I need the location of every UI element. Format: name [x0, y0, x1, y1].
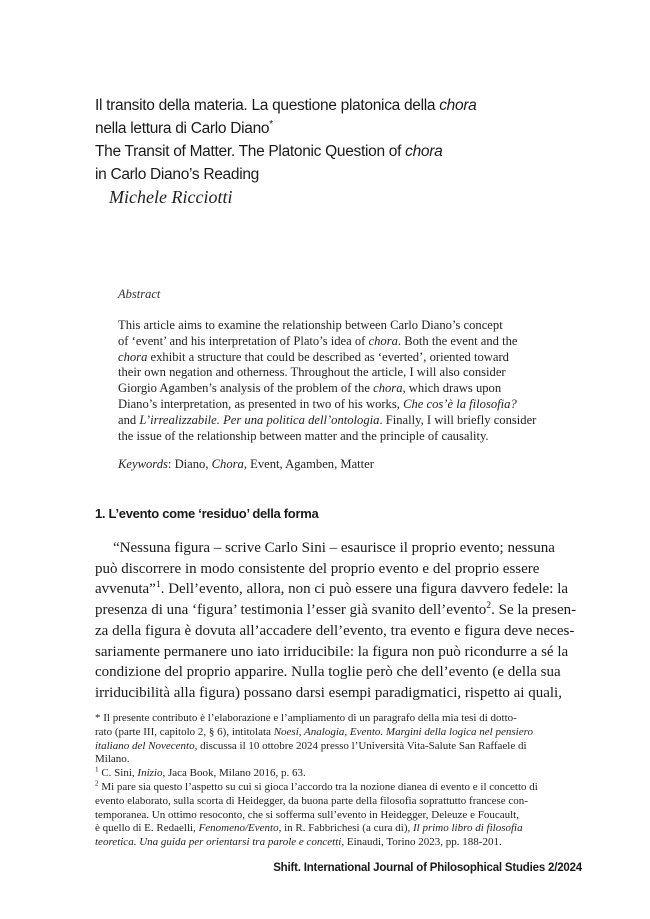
footnote-1: $^1$ C. Sini, Inizio, Jaca Book, Milano 2016, p. 63. [95, 765, 306, 780]
body-paragraph: “Nessuna figura – scrive Carlo Sini – esaurisce il proprio evento; nessuna può discorrere in modo consistente del proprio evento e del proprio essere avvenuta”$^1$. Dell’evento, allora, non ci può essere una figura davvero fedele: la presenza di una ‘figura’ testimonia l’esser già svanito dell’evento$^2$. Se la presen- za della figura è dovuta all’accadere dell’evento, tra evento e figura deve neces- sariamente permanere uno iato irriducibile: la figura non può ricondurre a sé la condizione del proprio apparire. Nulla toglie però che dell’evento (e della sua irriducibilità alla figura) possano darsi esempi paradigmatici, rispetto ai quali, [95, 540, 577, 701]
footnote-ref-2[interactable]: 2 [486, 600, 492, 612]
footnote-ref-1[interactable]: 1 [155, 579, 161, 591]
footnote-star: * Il presente contributo è l’elaborazione e l’ampliamento di un paragrafo della mia tesi di dotto- [95, 712, 517, 724]
section-heading: 1. L’evento come ‘residuo’ della forma [95, 506, 319, 521]
title-english-line-1: The Transit of Matter. The Platonic Question of chora [95, 143, 443, 160]
title-block [95, 94, 575, 208]
author-name: Michele Ricciotti [109, 187, 233, 207]
footnote-2: $^2$ Mi pare sia questo l’aspetto su cui si gioca l’accordo tra la nozione dianea di evento e il concetto di [95, 779, 538, 793]
journal-footer: Shift. International Journal of Philosophical Studies 2/2024 [273, 862, 582, 874]
abstract-text: This article aims to examine the relationship between Carlo Diano’s concept of ‘event’ and his interpretation of Plato’s idea of chora. Both the event and the chora exhibit a structure that could be described as ‘everted’, oriented toward their own negation and otherness. Throughout the article, I will also consider Giorgio Agamben’s analysis of the problem of the chora, which draws upon Diano’s interpretation, as presented in two of his works, Che cos’è la filosofia? and L’irrealizzabile. Per una politica dell’ontologia. Finally, I will briefly consider the issue of the relationship between matter and the principle of causality. [118, 318, 537, 443]
abstract-heading: Abstract [118, 287, 161, 301]
title-italian-line-1: Il transito della materia. La questione platonica della chora [95, 97, 477, 114]
title-italian-line-2: nella lettura di Carlo Diano* [95, 118, 273, 137]
keywords-line: Keywords: Diano, Chora, Event, Agamben, Matter [118, 457, 374, 471]
title-footnote-marker[interactable]: * [269, 118, 273, 130]
title-english-line-2: in Carlo Diano’s Reading [95, 166, 259, 183]
footnotes: * Il presente contributo è l’elaborazione e l’ampliamento di un paragrafo della mia tesi di dotto- rato (parte III, capitolo 2, § 6), intitolata Noesi, Analogia, Evento. Margini della logica nel pensiero italiano del Novecento, discussa il 10 ottobre 2024 presso l’Università Vita-Salute San Raffaele di Milano. $^1$ C. Sini, Inizio, Jaca Book, Milano 2016, p. 63. $^2$ Mi pare sia questo l’aspetto su cui si gioca l’accordo tra la nozione dianea di evento e il concetto di evento elaborato, sulla scorta di Heidegger, da buona parte della filosofia soprattutto francese con- temporanea. Un ottimo resoconto, che si sofferma sull’evento in Heidegger, Deleuze e Foucault, è quello di E. Redaelli, Fenomeno/Evento, in R. Fabbrichesi (a cura di), Il primo libro di filosofia teoretica. Una guida per orientarsi tra parole e concetti, Einaudi, Torino 2023, pp. 188-201. [95, 712, 582, 850]
keywords-label: Keywords [118, 457, 168, 471]
